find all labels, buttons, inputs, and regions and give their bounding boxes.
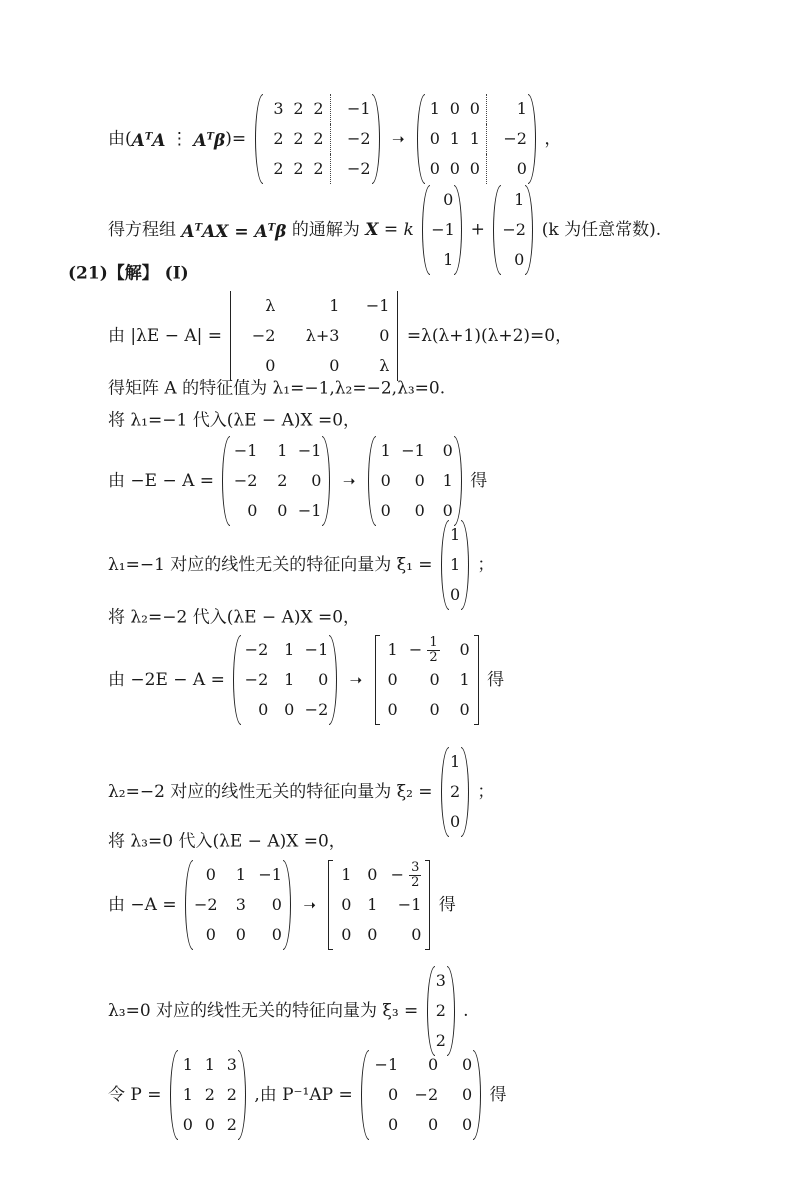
text: (k 为任意常数). xyxy=(541,220,662,240)
matrix-cell: 0 xyxy=(461,1055,473,1074)
matrix-cell: 0 xyxy=(258,700,269,719)
text: 由 −A = xyxy=(108,895,177,915)
matrix-row xyxy=(384,665,470,695)
matrix-cell: 0 xyxy=(442,441,453,460)
matrix-cell: 2 xyxy=(449,782,461,801)
matrix-cell: λ+3 xyxy=(305,326,340,345)
matrix-cell: 1 xyxy=(429,99,440,118)
matrix-row xyxy=(377,436,453,466)
matrix-row xyxy=(337,920,421,950)
matrix-row xyxy=(431,215,453,245)
matrix-cell: 0 xyxy=(379,326,390,345)
matrix-row xyxy=(426,124,527,154)
matrix-cell: 0 xyxy=(429,700,440,719)
matrix-cell: 0 xyxy=(449,585,461,604)
matrix-cell: 3 xyxy=(273,99,284,118)
matrix-cell: 2 xyxy=(273,129,284,148)
text: λ₁=−1 对应的线性无关的特征向量为 ξ₁ = xyxy=(108,555,433,575)
matrix-rr3-left xyxy=(185,860,291,950)
matrix-cell: 1 xyxy=(516,99,527,118)
eigenvector-2 xyxy=(108,747,494,837)
matrix-cell: 0 xyxy=(380,501,391,520)
fraction: $\frac{1}{2}$ xyxy=(429,634,438,665)
matrix-cell: 1 xyxy=(443,250,454,269)
matrix-cell: 0 xyxy=(443,190,454,209)
matrix-cell: 2 xyxy=(293,159,304,178)
matrix-cell: 0 xyxy=(341,925,352,944)
matrix-row xyxy=(179,1050,237,1080)
substitute-1 xyxy=(108,410,360,431)
matrix-cell: 1 xyxy=(459,670,470,689)
matrix-cell: −2 xyxy=(414,1085,439,1104)
matrix-row xyxy=(450,747,460,777)
matrix-rr3-right xyxy=(328,860,430,950)
matrix-cell: 1 xyxy=(442,471,453,490)
matrix-row xyxy=(264,124,371,154)
matrix-cell: 0 xyxy=(271,895,282,914)
matrix-cell: −1 xyxy=(374,1055,399,1074)
matrix-cell: 0 xyxy=(429,670,440,689)
matrix-cell: λ xyxy=(265,296,276,315)
matrix-row xyxy=(337,860,421,890)
matrix-cell: 1 xyxy=(329,296,340,315)
matrix-cell: −1 xyxy=(258,865,282,884)
matrix-cell: 1 xyxy=(469,129,480,148)
matrix-cell: 0 xyxy=(427,1055,439,1074)
matrix-row xyxy=(370,1110,472,1140)
arrow-icon: ➝ xyxy=(349,671,363,689)
matrix-cell: 0 xyxy=(380,471,391,490)
matrix-row xyxy=(370,1080,472,1110)
matrix-row xyxy=(426,94,527,124)
matrix-row xyxy=(431,245,453,275)
matrix-row xyxy=(431,185,453,215)
matrix-cell: 1 xyxy=(341,865,352,884)
matrix-row xyxy=(239,351,389,381)
text: =λ(λ+1)(λ+2)=0， xyxy=(406,326,573,346)
matrix-rr2-right xyxy=(375,635,479,725)
matrix-cell: 0 xyxy=(449,812,461,831)
eigenvector-1 xyxy=(108,520,494,610)
text: λ₂=−2 对应的线性无关的特征向量为 ξ₂ = xyxy=(108,782,433,802)
matrix-row xyxy=(426,154,527,184)
matrix-row xyxy=(377,466,453,496)
text: 将 λ₁=−1 代入(λE − A)X =0， xyxy=(108,410,361,431)
matrix-cell: − $\frac{3}{2}$ xyxy=(390,859,420,890)
arrow-icon: ➝ xyxy=(342,472,356,490)
matrix-cell: −2 xyxy=(193,895,218,914)
matrix-cell: 0 xyxy=(265,356,276,375)
text: 得矩阵 A 的特征值为 λ₁=−1,λ₂=−2,λ₃=0. xyxy=(108,378,446,399)
matrix-cell: 3 xyxy=(226,1055,237,1074)
matrix-cell: 0 xyxy=(318,670,329,689)
augment-separator xyxy=(486,154,497,184)
text: (21)【解】 (Ⅰ) xyxy=(68,263,189,284)
matrix-cell: 0 xyxy=(469,99,480,118)
matrix-row xyxy=(179,1080,237,1110)
matrix-determinant xyxy=(230,291,398,381)
text: 将 λ₂=−2 代入(λE − A)X =0， xyxy=(108,607,361,628)
eigenvalues-line xyxy=(108,378,445,399)
text: ⋮ xyxy=(165,129,194,149)
matrix-cell: −1 xyxy=(297,501,322,520)
matrix-cell: −2 xyxy=(503,129,527,148)
text: 得 xyxy=(470,471,488,491)
arrow-icon: ➝ xyxy=(391,130,405,148)
matrix-cell: 0 xyxy=(469,159,480,178)
matrix-cell: 0 xyxy=(205,865,216,884)
augmented-reduction xyxy=(108,94,561,184)
matrix-cell: −1 xyxy=(365,296,390,315)
matrix-cell: 0 xyxy=(182,1115,193,1134)
eqn: $A^TAX = A^T\beta$ xyxy=(181,221,287,242)
matrix-cell: 0 xyxy=(235,925,246,944)
matrix-cell: 1 xyxy=(449,129,460,148)
matrix-cell: 0 xyxy=(459,640,470,659)
matrix-cell: 0 xyxy=(367,925,378,944)
diagonalization xyxy=(108,1050,507,1140)
x-var: X xyxy=(365,220,379,240)
matrix-cell: 1 xyxy=(380,441,391,460)
matrix-cell: 0 xyxy=(459,700,470,719)
matrix-cell: 0 xyxy=(367,865,378,884)
substitute-3 xyxy=(108,831,346,852)
matrix-cell: 0 xyxy=(247,501,258,520)
matrix-p xyxy=(170,1050,246,1140)
matrix-cell: 1 xyxy=(204,1055,215,1074)
matrix-cell: 0 xyxy=(205,925,216,944)
characteristic-determinant xyxy=(108,291,572,381)
matrix-cell: 1 xyxy=(284,670,295,689)
matrix-row xyxy=(384,695,470,725)
text: 的通解为 xyxy=(286,220,366,240)
augment-separator xyxy=(330,124,341,154)
matrix-cell: 0 xyxy=(429,159,440,178)
matrix-row xyxy=(239,321,389,351)
eigenvector-3 xyxy=(108,966,469,1056)
matrix-rr1-left xyxy=(222,436,330,526)
augment-separator xyxy=(330,154,341,184)
matrix-cell: 0 xyxy=(427,1115,439,1134)
matrix-cell: 2 xyxy=(313,99,324,118)
matrix-aug-right xyxy=(417,94,536,184)
text: 由 −2E − A = xyxy=(108,670,225,690)
matrix-row xyxy=(502,245,524,275)
matrix-cell: − $\frac{1}{2}$ xyxy=(408,634,438,665)
matrix-aug-left xyxy=(255,94,380,184)
matrix-row xyxy=(264,154,371,184)
matrix-cell: 0 xyxy=(387,1115,399,1134)
matrix-row xyxy=(436,996,446,1026)
matrix-cell: −1 xyxy=(346,99,371,118)
matrix-cell: 0 xyxy=(429,129,440,148)
matrix-cell: −1 xyxy=(401,441,425,460)
matrix-cell: −2 xyxy=(244,640,269,659)
matrix-row xyxy=(194,920,282,950)
matrix-cell: 2 xyxy=(293,129,304,148)
text: )= xyxy=(225,129,247,149)
matrix-row xyxy=(502,215,524,245)
atb: $A^T\beta$ xyxy=(193,130,226,151)
general-solution: 得方程组 $A^TAX = A^T\beta$ 的通解为 X = k 0 −1 1 + 1 −2 0 (k 为任意常数). xyxy=(108,185,661,275)
matrix-cell: 1 xyxy=(449,555,461,574)
matrix-cell: 0 xyxy=(329,356,340,375)
matrix-cell: 0 xyxy=(442,501,453,520)
matrix-cell: 0 xyxy=(449,159,460,178)
matrix-cell: 2 xyxy=(435,1001,446,1020)
matrix-cell: 1 xyxy=(514,190,525,209)
matrix-cell: −1 xyxy=(304,640,329,659)
matrix-cell: 0 xyxy=(387,1085,399,1104)
matrix-row xyxy=(450,777,460,807)
matrix-row xyxy=(242,665,328,695)
matrix-cell: 1 xyxy=(449,525,461,544)
text: 得方程组 xyxy=(108,220,182,240)
matrix-row xyxy=(179,1110,237,1140)
problem-header xyxy=(68,263,189,284)
matrix-cell: 0 xyxy=(514,250,525,269)
matrix-diagonal xyxy=(361,1050,481,1140)
vector-solution-2 xyxy=(493,185,533,275)
text: 由 −E − A = xyxy=(108,471,215,491)
matrix-cell: 1 xyxy=(235,865,246,884)
matrix-row xyxy=(231,466,321,496)
matrix-cell: 3 xyxy=(235,895,246,914)
matrix-cell: 0 xyxy=(341,895,352,914)
matrix-row xyxy=(384,635,470,665)
text: 将 λ₃=0 代入(λE − A)X =0， xyxy=(108,831,346,852)
matrix-cell: 0 xyxy=(461,1085,473,1104)
text: ； xyxy=(477,555,495,575)
matrix-cell: 2 xyxy=(293,99,304,118)
matrix-rr1-right xyxy=(368,436,462,526)
matrix-cell: 0 xyxy=(277,501,288,520)
matrix-row xyxy=(264,94,371,124)
text: . xyxy=(463,1001,469,1021)
matrix-row xyxy=(242,695,328,725)
k-var: k xyxy=(403,220,414,240)
matrix-row xyxy=(450,550,460,580)
text: ， xyxy=(544,129,562,149)
matrix-cell: 2 xyxy=(435,1031,446,1050)
matrix-row xyxy=(194,860,282,890)
matrix-cell: 1 xyxy=(449,752,461,771)
text: λ₃=0 对应的线性无关的特征向量为 ξ₃ = xyxy=(108,1001,419,1021)
matrix-cell: −2 xyxy=(502,220,526,239)
matrix-cell: 0 xyxy=(414,471,425,490)
text: 得 xyxy=(487,670,505,690)
matrix-cell: 2 xyxy=(226,1085,237,1104)
matrix-cell: 1 xyxy=(284,640,295,659)
matrix-cell: −1 xyxy=(233,441,258,460)
matrix-cell: 0 xyxy=(271,925,282,944)
matrix-cell: 0 xyxy=(516,159,527,178)
matrix-cell: 2 xyxy=(226,1115,237,1134)
matrix-cell: 0 xyxy=(449,99,460,118)
ata: $A^TA$ xyxy=(131,130,166,151)
augment-separator xyxy=(330,94,341,124)
matrix-cell: −2 xyxy=(304,700,329,719)
matrix-cell: 3 xyxy=(435,971,446,990)
matrix-row xyxy=(242,635,328,665)
vector-xi2 xyxy=(441,747,469,837)
fraction: $\frac{3}{2}$ xyxy=(411,859,420,890)
matrix-cell: 1 xyxy=(387,640,398,659)
matrix-row xyxy=(194,890,282,920)
text: 由( xyxy=(108,129,132,149)
matrix-row xyxy=(239,291,389,321)
row-reduction-3 xyxy=(108,860,456,950)
text: ,由 P⁻¹AP = xyxy=(254,1085,353,1105)
matrix-cell: 2 xyxy=(313,129,324,148)
vector-xi1 xyxy=(441,520,469,610)
matrix-cell: −2 xyxy=(233,471,258,490)
text: 由 |λE − A| = xyxy=(108,326,223,346)
vector-solution-1 xyxy=(422,185,462,275)
augment-separator xyxy=(486,124,497,154)
matrix-row xyxy=(370,1050,472,1080)
substitute-2 xyxy=(108,607,360,628)
matrix-cell: 2 xyxy=(313,159,324,178)
text: ； xyxy=(477,782,495,802)
matrix-row xyxy=(450,580,460,610)
matrix-cell: 0 xyxy=(414,501,425,520)
matrix-cell: −1 xyxy=(397,895,422,914)
matrix-cell: λ xyxy=(379,356,390,375)
matrix-cell: 2 xyxy=(277,471,288,490)
matrix-row xyxy=(436,966,446,996)
matrix-row xyxy=(450,807,460,837)
matrix-cell: −2 xyxy=(346,159,371,178)
matrix-cell: −1 xyxy=(297,441,322,460)
row-reduction-2 xyxy=(108,635,504,725)
matrix-cell: 0 xyxy=(284,700,295,719)
vector-xi3 xyxy=(427,966,455,1056)
arrow-icon: ➝ xyxy=(303,896,316,914)
matrix-row xyxy=(337,890,421,920)
matrix-cell: −2 xyxy=(251,326,276,345)
matrix-cell: 1 xyxy=(367,895,378,914)
matrix-cell: 2 xyxy=(273,159,284,178)
matrix-row xyxy=(502,185,524,215)
text: 得 xyxy=(438,895,456,915)
matrix-rr2-left xyxy=(233,635,337,725)
matrix-cell: 1 xyxy=(277,441,288,460)
matrix-cell: 0 xyxy=(411,925,422,944)
matrix-cell: 1 xyxy=(182,1085,193,1104)
text: 令 P = xyxy=(108,1085,162,1105)
matrix-cell: 2 xyxy=(204,1085,215,1104)
matrix-cell: −2 xyxy=(244,670,269,689)
matrix-row xyxy=(231,436,321,466)
matrix-cell: 0 xyxy=(387,670,398,689)
matrix-cell: −1 xyxy=(431,220,455,239)
matrix-cell: 0 xyxy=(387,700,398,719)
matrix-cell: 0 xyxy=(311,471,322,490)
matrix-cell: 1 xyxy=(182,1055,193,1074)
matrix-cell: 0 xyxy=(461,1115,473,1134)
matrix-row xyxy=(450,520,460,550)
text: 得 xyxy=(489,1085,507,1105)
matrix-cell: 0 xyxy=(204,1115,215,1134)
matrix-cell: −2 xyxy=(346,129,371,148)
row-reduction-1 xyxy=(108,436,487,526)
augment-separator xyxy=(486,94,497,124)
